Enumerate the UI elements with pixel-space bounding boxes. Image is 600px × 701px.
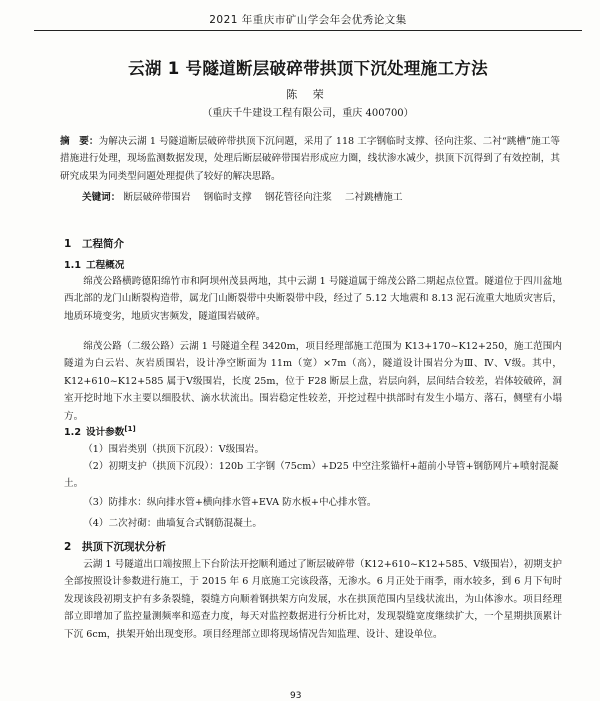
keyword-item: 二衬跳槽施工 [344, 192, 403, 203]
paper-title: 云湖 1 号隧道断层破碎带拱顶下沉处理施工方法 [128, 59, 488, 78]
running-header: 2021 年重庆市矿山学会年会优秀论文集 [209, 14, 407, 26]
abstract-label: 摘 要： [60, 136, 99, 147]
list-item: （4）二次衬砌：曲墙复合式钢筋混凝土。 [83, 518, 262, 529]
subsection-title: 工程概况 [86, 260, 125, 271]
keywords [82, 190, 562, 206]
list-item: （1）围岩类别（拱顶下沉段）：Ⅴ级围岩。 [83, 444, 265, 455]
author: 陈 荣 [286, 88, 330, 101]
paragraph: 绵茂公路横跨德阳绵竹市和阿坝州茂县两地，其中云湖 1 号隧道属于绵茂公路二期起点位置。隧道位于四川盆地西北部的龙门山断裂构造带，属龙门山断裂带中央断裂带中段，经过了 5.12 大地震和 8.13 泥石流重大地质灾害后，地质环境变劣，地质灾害频发，隧道围岩破碎。 [64, 276, 562, 322]
abstract [60, 133, 560, 185]
list-item: （3）防排水：纵向排水管+横向排水管+EVA 防水板+中心排水管。 [83, 497, 377, 508]
paragraph: 云湖 1 号隧道出口端按照上下台阶法开挖顺利通过了断层破碎带（K12+610~K12+585、Ⅴ级围岩），初期支护全部按照设计参数进行施工，于 2015 年 6 月底施工完该段落，无渗水。6 月正处于雨季，雨水较多，到 6 月下旬时发现该段初期支护有多条裂缝，裂缝方向顺着钢拱架方向发展，水在拱顶范围内呈线状流出，为山体渗水。项目经理部立即增加了监控量测频率和巡查力度，每天对监控数据进行分析比对，发现裂缝宽度继续扩大，一个星期拱顶累计下沉 6cm，拱架开始出现变形。项目经理部立即将现场情况告知监理、设计、建设单位。 [64, 559, 562, 640]
abstract-text: 为解决云湖 1 号隧道断层破碎带拱顶下沉问题，采用了 118 工字钢临时支撑、径向注浆、二衬“跳槽”施工等措施进行处理，现场监测数据发现，处理后断层破碎带围岩形成应力圈，线状渗水减少，拱顶下沉得到了有效控制，其研究成果为同类型问题处理提供了较好的解决思路。 [60, 136, 561, 182]
section-title: 工程简介 [82, 238, 124, 250]
list-item: （2）初期支护（拱顶下沉段）：120b 工字钢（75cm）+D25 中空注浆锚杆+超前小导管+钢筋网片+喷射混凝土。 [64, 461, 559, 490]
keyword-item: 钢花管径向注浆 [264, 192, 332, 203]
paragraph: 绵茂公路（二级公路）云湖 1 号隧道全程 3420m，项目经理部施工范围为 K13+170~K12+250，施工范围内隧道为白云岩、灰岩质围岩，设计净空断面为 11m（宽）×7m（高），隧道设计围岩分为Ⅲ、Ⅳ、Ⅴ级。其中，K12+610~K12+585 属于Ⅴ级围岩，长度 25m，位于 F28 断层上盘，岩层向斜，层间结合较差，岩体较破碎，洞室开挖时地下水主要以细股状、滴水状流出。围岩稳定性较差，开挖过程中拱部时有发生小塌方、落石，侧壁有小塌方。 [64, 341, 562, 422]
affiliation: （重庆千牛建设工程有限公司，重庆 400700） [202, 108, 414, 119]
header-rule [34, 30, 582, 31]
page-number: 93 [290, 691, 302, 701]
section-number: 1 [64, 238, 72, 250]
subsection-number: 1.2 [64, 427, 81, 438]
keyword-item: 钢临时支撑 [203, 192, 252, 203]
subsection-1-1-heading [64, 257, 124, 271]
section-1-heading [64, 236, 124, 251]
keywords-label: 关键词： [82, 192, 121, 203]
section-title: 拱顶下沉现状分析 [82, 541, 166, 553]
subsection-number: 1.1 [64, 260, 81, 271]
section-number: 2 [64, 541, 72, 553]
subsection-title: 设计参数 [86, 427, 125, 438]
section-2-heading [64, 539, 166, 554]
keyword-item: 断层破碎带围岩 [123, 192, 191, 203]
subsection-1-2-heading [64, 424, 136, 438]
citation-marker: [1] [124, 424, 136, 433]
